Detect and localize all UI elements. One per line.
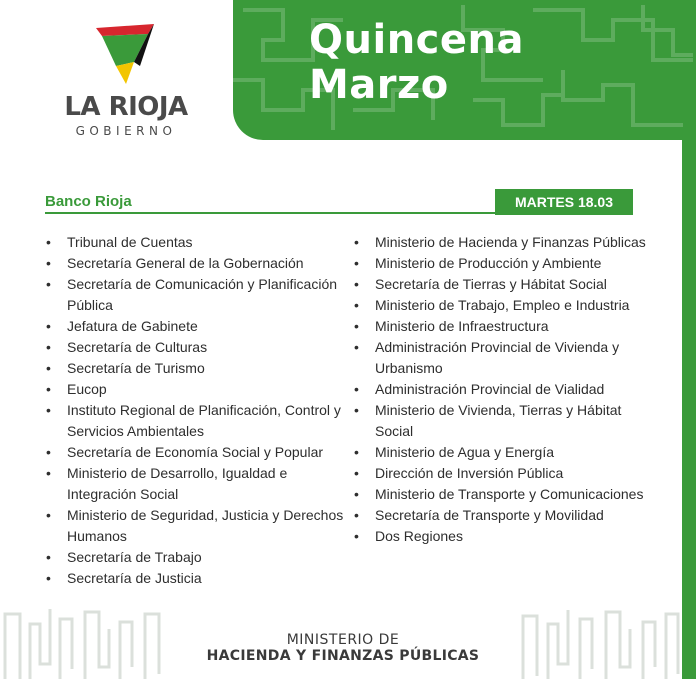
title-line-2: Marzo	[309, 62, 449, 108]
list-item: • Ministerio de Seguridad, Justicia y Derechos Humanos	[46, 505, 346, 547]
list-item: • Ministerio de Transporte y Comunicaciones	[354, 484, 654, 505]
list-item: • Ministerio de Vivienda, Tierras y Hábitat Social	[354, 400, 654, 442]
list-item: • Secretaría de Economía Social y Popular	[46, 442, 346, 463]
la-rioja-logo	[56, 22, 196, 142]
date-badge: MARTES 18.03	[495, 189, 633, 215]
list-item: • Secretaría General de la Gobernación	[46, 253, 346, 274]
footer-ministry-line-1: MINISTERIO DE	[286, 632, 400, 648]
footer-ministry-line-2: HACIENDA Y FINANZAS PÚBLICAS	[206, 648, 480, 664]
list-item: • Secretaría de Comunicación y Planificación Pública	[46, 274, 346, 316]
list-item: • Secretaría de Transporte y Movilidad	[354, 505, 654, 526]
list-item: • Ministerio de Producción y Ambiente	[354, 253, 654, 274]
list-item: • Secretaría de Trabajo	[46, 547, 346, 568]
list-item: • Jefatura de Gabinete	[46, 316, 346, 337]
logo-emblem-icon	[94, 22, 158, 86]
list-item: • Eucop	[46, 379, 346, 400]
list-item: • Instituto Regional de Planificación, Control y Servicios Ambientales	[46, 400, 346, 442]
title-line-1: Quincena	[309, 17, 524, 63]
bank-divider	[45, 212, 495, 214]
list-item: • Ministerio de Agua y Energía	[354, 442, 654, 463]
logo-subtitle: GOBIERNO	[75, 124, 177, 138]
list-item: • Secretaría de Culturas	[46, 337, 346, 358]
list-item: • Secretaría de Tierras y Hábitat Social	[354, 274, 654, 295]
list-item: • Secretaría de Justicia	[46, 568, 346, 589]
list-item: • Ministerio de Desarrollo, Igualdad e Integración Social	[46, 463, 346, 505]
logo-wordmark: LA RIOJA	[64, 92, 188, 122]
list-item: • Dos Regiones	[354, 526, 654, 547]
list-item: • Dirección de Inversión Pública	[354, 463, 654, 484]
page-title	[309, 18, 524, 108]
list-item: • Ministerio de Hacienda y Finanzas Públicas	[354, 232, 654, 253]
list-item: • Secretaría de Turismo	[46, 358, 346, 379]
list-item: • Ministerio de Infraestructura	[354, 316, 654, 337]
list-item: • Ministerio de Trabajo, Empleo e Industria	[354, 295, 654, 316]
list-item: • Tribunal de Cuentas	[46, 232, 346, 253]
list-item: • Administración Provincial de Vialidad	[354, 379, 654, 400]
bank-name: Banco Rioja	[45, 193, 132, 210]
right-agency-list	[354, 232, 654, 547]
left-agency-list	[46, 232, 346, 589]
list-item: • Administración Provincial de Vivienda y Urbanismo	[354, 337, 654, 379]
side-accent-strip	[682, 140, 696, 679]
